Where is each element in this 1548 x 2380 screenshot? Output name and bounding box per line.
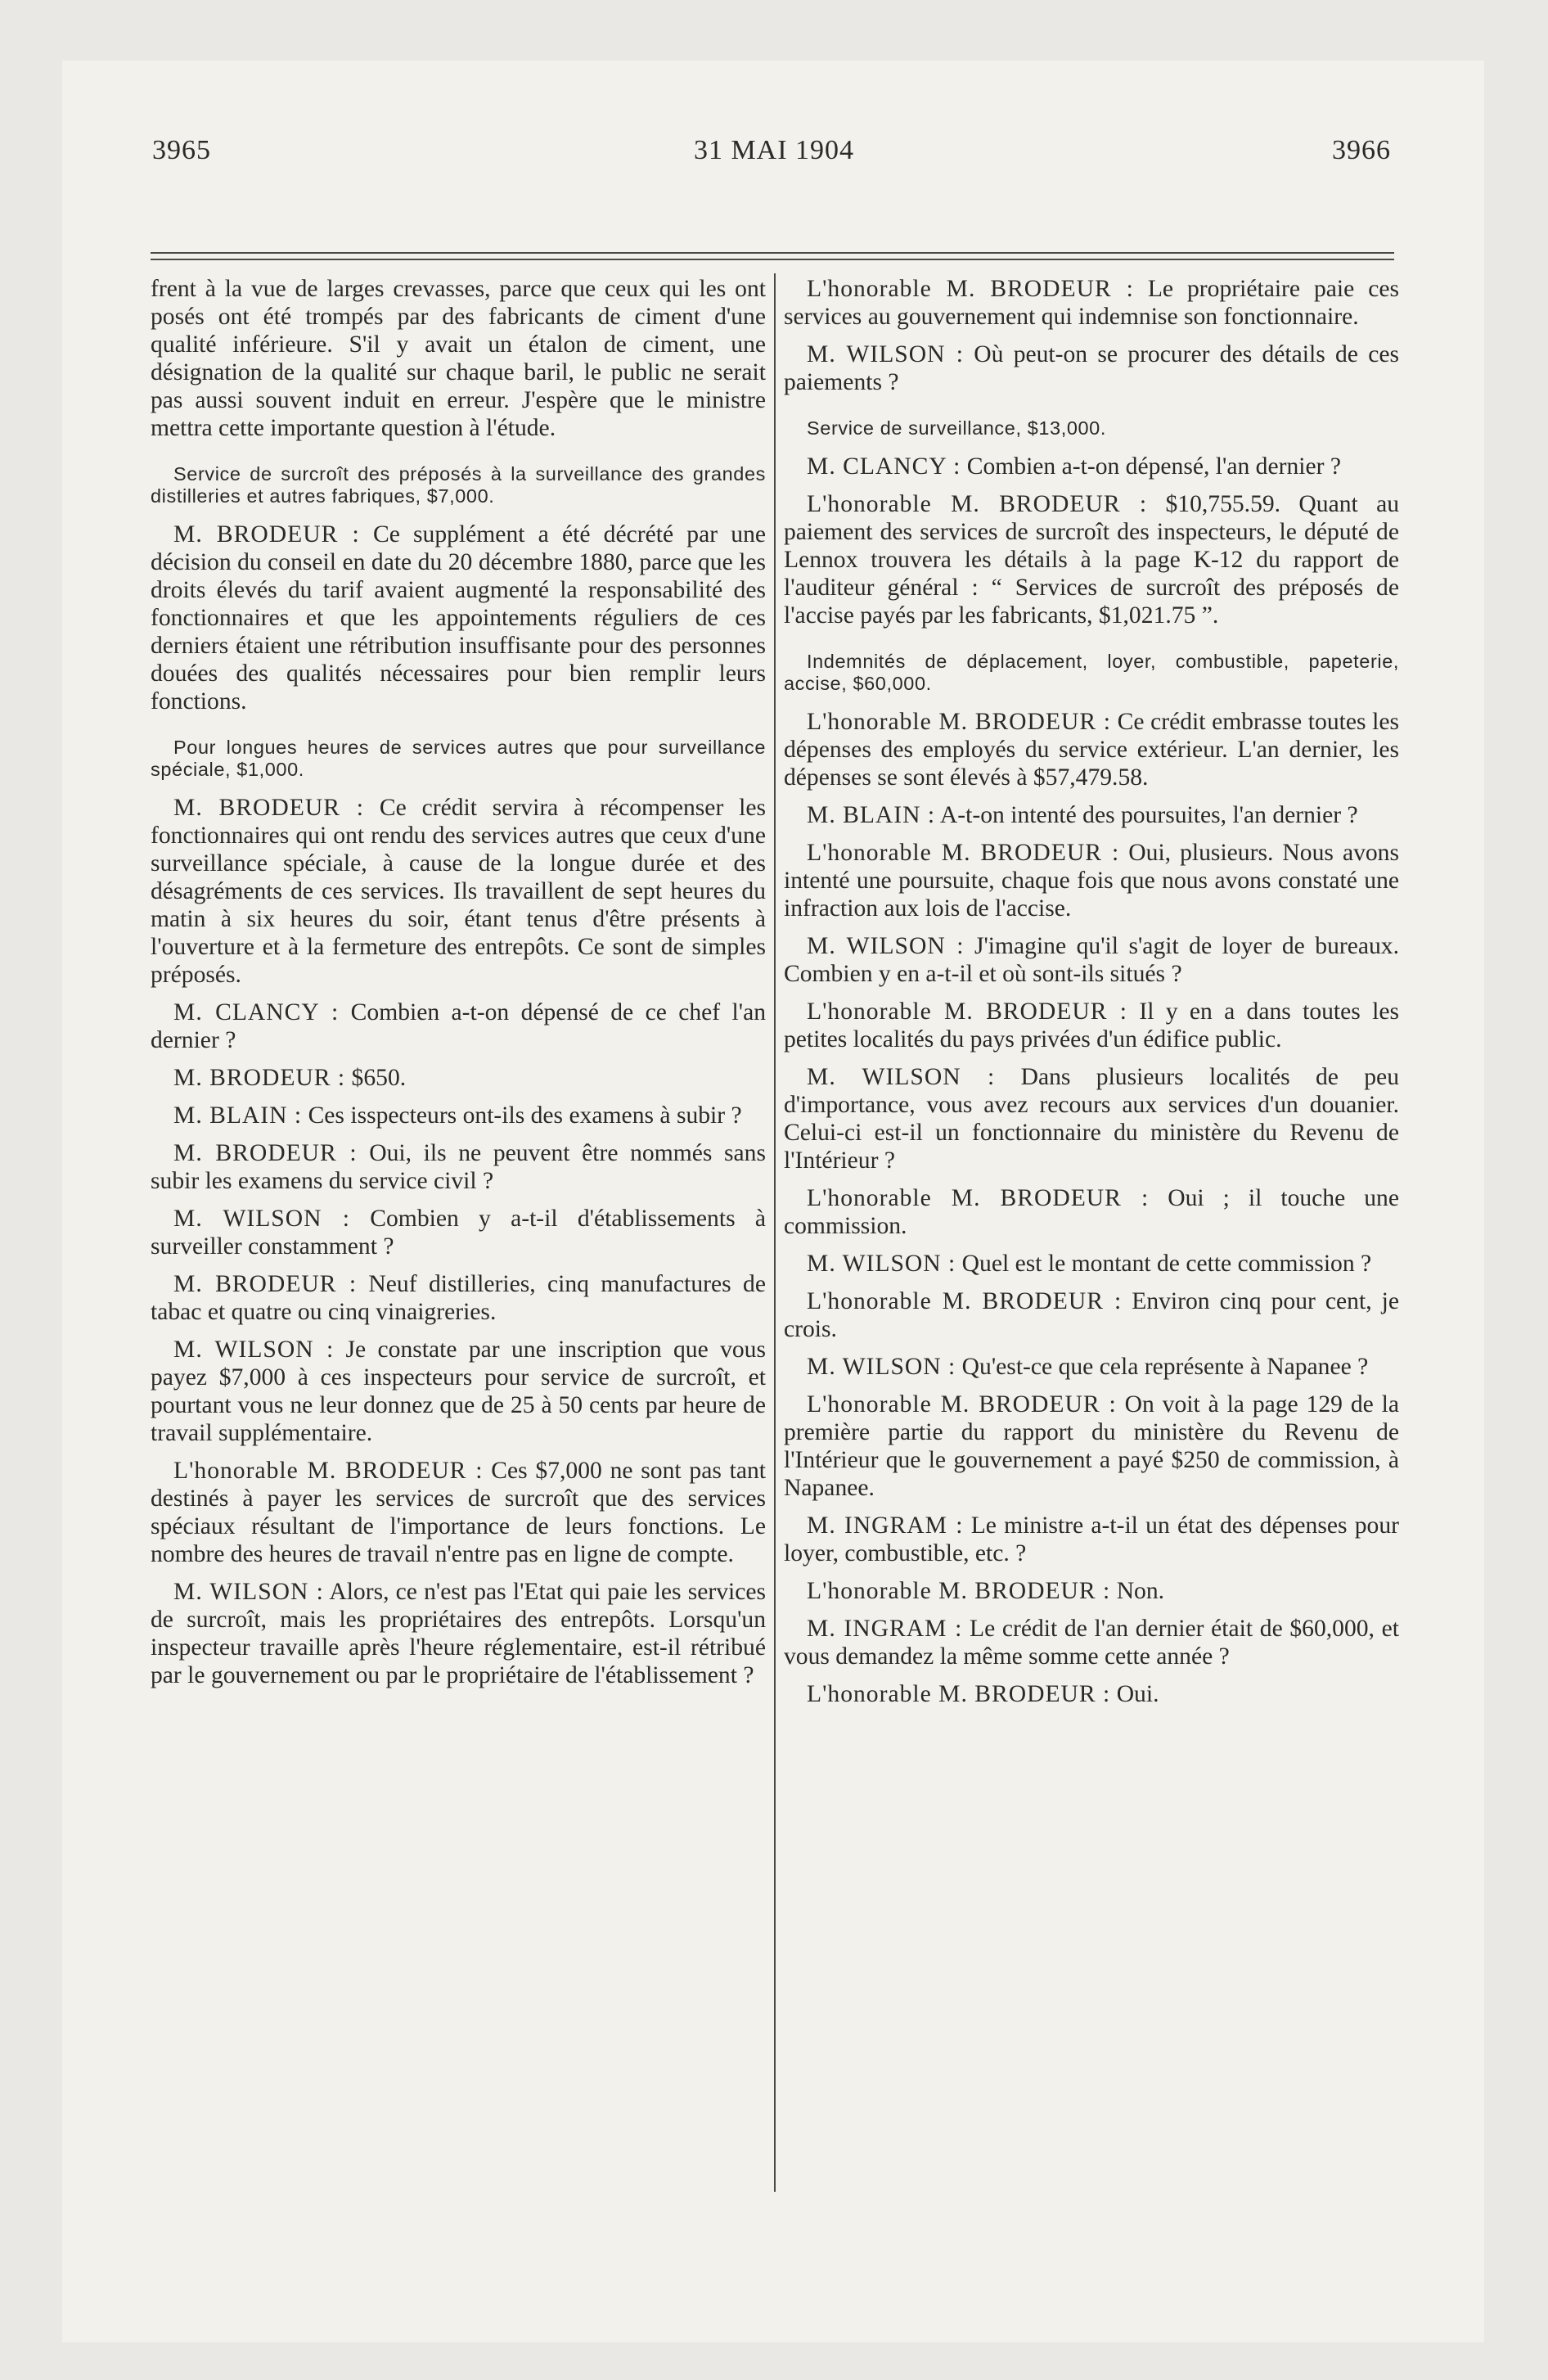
debate-paragraph [784,490,1399,629]
debate-paragraph [151,794,766,989]
speaker-name: M. BLAIN : [807,802,936,828]
speaker-name: L'honorable M. BRODEUR : [807,276,1134,302]
debate-paragraph [151,1270,766,1326]
speech-text: Oui, ils ne peuvent être nommés sans subir les examens du service civil ? [151,1140,766,1194]
debate-paragraph [784,1063,1399,1174]
speaker-name: L'honorable M. BRODEUR : [807,1185,1150,1211]
speaker-name: M. BLAIN : [173,1102,303,1129]
speech-text: Ces isspecteurs ont-ils des examens à subir ? [308,1102,742,1129]
speaker-name: L'honorable M. BRODEUR : [807,1578,1111,1604]
speaker-name: M. INGRAM : [807,1616,963,1642]
page-number-left: 3965 [152,135,211,165]
speaker-name: M. BRODEUR : [173,1065,346,1091]
speech-text: Oui. [1116,1681,1159,1707]
debate-paragraph [784,1615,1399,1670]
debate-paragraph [151,1578,766,1689]
speaker-name: L'honorable M. BRODEUR : [807,1288,1123,1314]
speech-text: J'imagine qu'il s'agit de loyer de bureaux. Combien y en a-t-il et où sont-ils situés ? [784,933,1400,987]
speaker-name: M. WILSON : [807,1064,996,1090]
speaker-name: M. CLANCY : [807,453,961,480]
speaker-name: L'honorable M. BRODEUR : [173,1458,484,1484]
speech-text: Combien a-t-on dépensé de ce chef l'an dernier ? [151,999,767,1053]
speech-text: frent à la vue de larges crevasses, parce que ceux qui les ont posés ont été trompés par des fabricants de ciment d'une qualité inférieure. S'il y avait un étalon de ciment, une désignation de la qualité sur chaque baril, le public ne serait pas aussi souvent induit en erreur. J'espère que le ministre mettra cette importante question à l'étude. [151,276,766,441]
debate-paragraph [151,1336,766,1447]
speech-text: Combien y a-t-il d'établissements à surveiller constamment ? [151,1206,766,1260]
speech-text: Oui ; il touche une commission. [784,1185,1399,1239]
speech-text: Je constate par une inscription que vous payez $7,000 à ces inspecteurs pour service de surcroît, et pourtant vous ne leur donnez que de 25 à 50 cents par heure de travail supplémentaire. [151,1336,766,1446]
debate-paragraph [784,275,1399,331]
speaker-name: L'honorable M. BRODEUR : [807,840,1120,866]
debate-paragraph [784,932,1399,988]
debate-paragraph [151,998,766,1054]
speech-text: Où peut-on se procurer des détails de ces paiements ? [784,341,1399,395]
debate-paragraph [784,1353,1399,1381]
speech-text: On voit à la page 129 de la première partie du rapport du ministère du Revenu de l'Intérieur que le gouvernement a payé $250 de commission, à Napanee. [784,1391,1399,1501]
debate-paragraph [784,453,1399,480]
debate-paragraph [784,1512,1399,1567]
debate-paragraph [784,839,1399,922]
debate-paragraph [784,1287,1399,1343]
speaker-name: L'honorable M. BRODEUR : [807,709,1111,735]
speaker-name: M. BRODEUR : [173,1140,358,1166]
right-column [784,275,1399,1718]
speech-text: Ce crédit servira à récompenser les fonctionnaires qui ont rendu des services autres que ceux d'une surveillance spéciale, à cause de la longue durée et des désagréments de ces services. Ils travaillent de sept heures du matin à six heures du soir, étant tenus d'être présents à l'ouverture et à la fermeture des entrepôts. Ce sont de simples préposés. [151,795,767,988]
page-number-right: 3966 [1332,135,1391,165]
debate-paragraph [784,340,1399,396]
speech-text: Le crédit de l'an dernier était de $60,000, et vous demandez la même somme cette année ? [784,1616,1399,1670]
speaker-name: M. WILSON : [807,933,965,959]
speaker-name: M. WILSON : [807,341,964,367]
speaker-name: L'honorable M. BRODEUR : [807,1681,1111,1707]
speaker-name: L'honorable M. BRODEUR : [807,998,1128,1025]
speech-text: Dans plusieurs localités de peu d'importance, vous avez recours aux services d'un douanier. Celui-ci est-il un fonctionnaire du ministère du Revenu de l'Intérieur ? [784,1064,1399,1174]
debate-paragraph [151,1064,766,1092]
debate-paragraph [784,1184,1399,1240]
header-rule-bottom [151,259,1394,260]
speaker-name: M. CLANCY : [173,999,340,1025]
speech-text: Neuf distilleries, cinq manufactures de tabac et quatre ou cinq vinaigreries. [151,1271,766,1325]
speech-text: Combien a-t-on dépensé, l'an dernier ? [966,453,1342,480]
speech-text: Qu'est-ce que cela représente à Napanee ? [961,1354,1369,1380]
debate-paragraph [784,1250,1399,1278]
speech-text: Le ministre a-t-il un état des dépenses pour loyer, combustible, etc. ? [784,1512,1399,1566]
debate-paragraph [784,1680,1399,1708]
speech-text: Quel est le montant de cette commission ? [961,1251,1372,1277]
speech-text: Ce supplément a été décrété par une décision du conseil en date du 20 décembre 1880, parce que les droits élevés du tarif avaient augmenté la responsabilité des fonctionnaires et que les appointements réguliers de ces derniers étaient une rétribution insuffisante pour des personnes douées des qualités nécessaires pour bien remplir leurs fonctions. [151,521,767,714]
speaker-name: L'honorable M. BRODEUR : [807,1391,1117,1418]
speaker-name: L'honorable M. BRODEUR : [807,491,1148,517]
column-divider [774,273,776,2192]
estimate-item: Pour longues heures de services autres que pour surveillance spéciale, $1,000. [151,737,766,780]
speech-text: Oui, plusieurs. Nous avons intenté une poursuite, chaque fois que nous avons constaté une infraction aux lois de l'accise. [784,840,1399,922]
debate-paragraph [784,998,1399,1053]
left-column [151,275,766,1699]
speech-text: Il y en a dans toutes les petites localités du pays privées d'un édifice public. [784,998,1399,1053]
estimate-item: Indemnités de déplacement, loyer, combustible, papeterie, accise, $60,000. [784,651,1399,694]
speaker-name: M. BRODEUR : [173,1271,358,1297]
speech-text: A-t-on intenté des poursuites, l'an dernier ? [939,802,1358,828]
debate-paragraph [151,521,766,715]
debate-paragraph [151,1139,766,1195]
debate-paragraph [784,801,1399,829]
speaker-name: M. WILSON : [807,1251,956,1277]
speech-text: Environ cinq pour cent, je crois. [784,1288,1399,1342]
speaker-name: M. WILSON : [173,1579,324,1605]
debate-paragraph [784,1577,1399,1605]
speaker-name: M. WILSON : [173,1336,335,1363]
debate-paragraph [151,275,766,442]
speech-text: Alors, ce n'est pas l'Etat qui paie les services de surcroît, mais les propriétaires des entrepôts. Lorsqu'un inspecteur travaille après l'heure réglementaire, est-il rétribué par le gouvernement ou par le propriétaire de l'établissement ? [151,1579,767,1688]
debate-paragraph [784,1391,1399,1502]
speaker-name: M. INGRAM : [807,1512,964,1539]
estimate-item: Service de surcroît des préposés à la surveillance des grandes distilleries et autres fabriques, $7,000. [151,463,766,507]
debate-paragraph [151,1102,766,1129]
speech-text: Non. [1116,1578,1165,1604]
speech-text: Ces $7,000 ne sont pas tant destinés à payer les services de surcroît que des services spéciaux résultant de l'importance de leurs fonctions. Le nombre des heures de travail n'entre pas en ligne de compte. [151,1458,767,1567]
speech-text: $10,755.59. Quant au paiement des services de surcroît des inspecteurs, le député de Lennox trouvera les détails à la page K-12 du rapport de l'auditeur général : “ Services de surcroît des préposés de l'accise payés par les fabricants, $1,021.75 ”. [784,491,1400,629]
header-rule-top [151,252,1394,254]
speaker-name: M. WILSON : [173,1206,350,1232]
debate-paragraph [151,1457,766,1568]
speaker-name: M. BRODEUR : [173,795,365,821]
debate-paragraph [151,1205,766,1260]
speech-text: Ce crédit embrasse toutes les dépenses des employés du service extérieur. L'an dernier, les dépenses se sont élevés à $57,479.58. [784,709,1399,791]
estimate-item: Service de surveillance, $13,000. [807,417,1106,439]
speech-text: Le propriétaire paie ces services au gouvernement qui indemnise son fonctionnaire. [784,276,1399,330]
debate-paragraph [784,708,1399,791]
page-date: 31 MAI 1904 [693,135,855,165]
speaker-name: M. BRODEUR : [173,521,360,548]
speaker-name: M. WILSON : [807,1354,956,1380]
speech-text: $650. [351,1065,407,1091]
